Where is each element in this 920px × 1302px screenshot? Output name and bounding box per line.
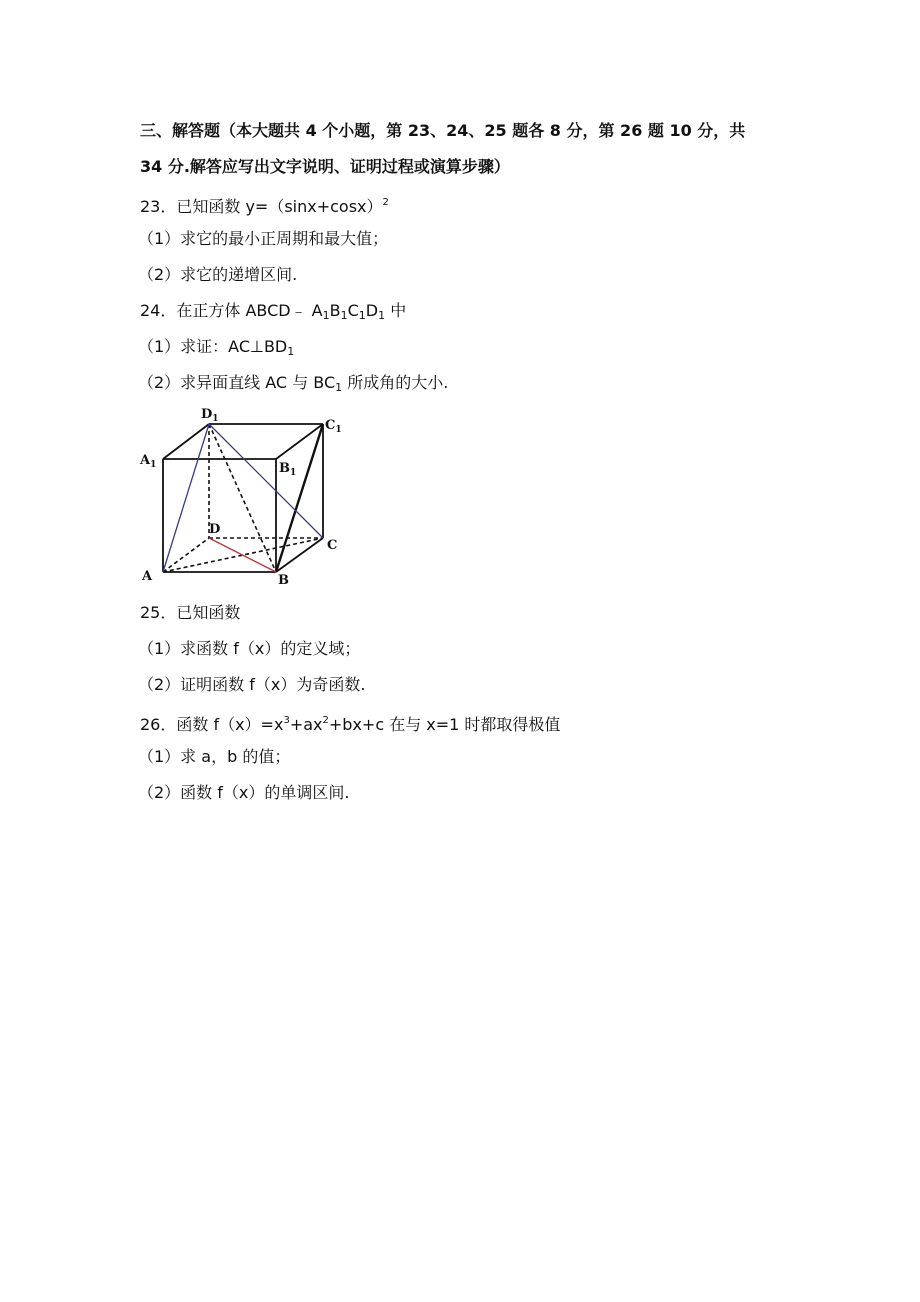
q24-part2-text-a: （2）求异面直线 AC 与 BC [138, 373, 336, 392]
label-c1: $C_1$ [325, 418, 342, 435]
q23-stem-text: 23．已知函数 y=（sinx+cosx） [140, 197, 383, 216]
q25-part2: （2）证明函数 f（x）为奇函数. [138, 675, 366, 694]
q25-stem: 25．已知函数 [140, 603, 241, 622]
q26-stem-a: 26．函数 f（x）=x [140, 715, 284, 734]
q26-stem [140, 710, 560, 736]
q24-stem-e: 中 [385, 301, 407, 320]
q24-part1 [138, 336, 294, 363]
q24-stem-b: B [329, 301, 341, 320]
segment-db [209, 538, 276, 572]
label-d1: $D_1$ [201, 407, 219, 424]
q24-part2-text-b: 所成角的大小. [342, 373, 449, 392]
section-header-line2: 34 分.解答应写出文字说明、证明过程或演算步骤） [140, 157, 510, 176]
label-b1: $B_1$ [279, 461, 297, 478]
q24-sub-a1: 1 [322, 309, 330, 322]
q24-part1-sub: 1 [287, 345, 295, 358]
segment-d1a [163, 424, 209, 572]
label-c: C [327, 538, 338, 553]
q26-part2: （2）函数 f（x）的单调区间. [138, 783, 350, 802]
q26-exp2: 2 [322, 715, 329, 726]
q26-stem-b: +ax [289, 715, 323, 734]
q25-part1: （1）求函数 f（x）的定义域； [138, 639, 361, 658]
q24-stem-a: 24．在正方体 ABCD﹣ A [140, 301, 323, 320]
q24-stem-c: C [347, 301, 359, 320]
cube-figure [137, 402, 347, 587]
q24-part2 [138, 372, 448, 399]
label-a: A [142, 569, 153, 584]
q24-part2-sub: 1 [335, 381, 343, 394]
section-header-line1: 三、解答题（本大题共 4 个小题，第 23、24、25 题各 8 分，第 26 题 10 分，共 [140, 121, 746, 140]
cube-diagram [137, 402, 347, 587]
q24-sub-d1: 1 [378, 309, 386, 322]
q24-stem [140, 300, 406, 327]
edge-b1c1 [276, 424, 323, 459]
label-a1: $A_1$ [140, 453, 157, 470]
q26-part1: （1）求 a，b 的值； [138, 747, 291, 766]
q23-stem [140, 192, 389, 218]
q23-part1: （1）求它的最小正周期和最大值； [138, 229, 389, 248]
label-b: B [278, 573, 289, 587]
q26-exp3: 3 [283, 715, 290, 726]
q24-part1-text: （1）求证：AC⊥BD [138, 337, 288, 356]
q24-sub-c1: 1 [358, 309, 366, 322]
edge-a1d1 [163, 424, 209, 459]
q24-sub-b1: 1 [340, 309, 348, 322]
q26-stem-c: +bx+c 在与 x=1 时都取得极值 [328, 715, 561, 734]
q24-stem-d: D [365, 301, 379, 320]
edge-bc [276, 538, 323, 572]
label-d: D [209, 522, 221, 537]
cube-solid-edges [163, 424, 323, 572]
q23-exponent: 2 [382, 197, 389, 208]
q23-part2: （2）求它的递增区间. [138, 265, 298, 284]
